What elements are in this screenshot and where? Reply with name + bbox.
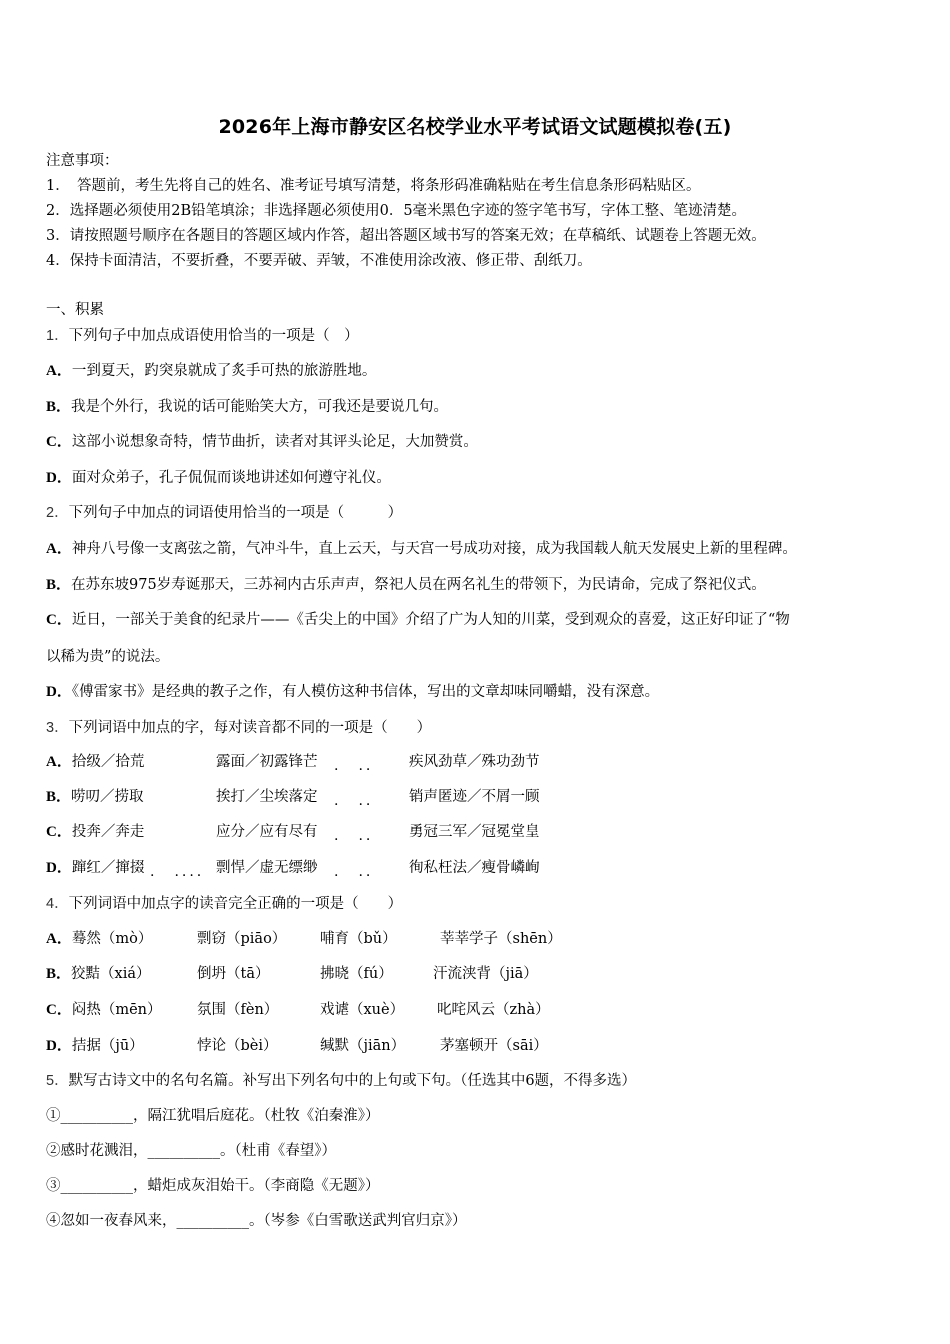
option-word: 倒坍（tā） bbox=[197, 966, 270, 982]
option-word: 拂晓（fú） bbox=[320, 966, 393, 982]
question-1-stem bbox=[46, 326, 359, 346]
option-label: C． bbox=[46, 612, 72, 628]
emphasis-dots: . .. bbox=[334, 828, 374, 844]
q4-option-a bbox=[46, 929, 152, 949]
q3-option-b bbox=[46, 787, 144, 807]
option-label: B． bbox=[46, 789, 72, 805]
option-word: 缄默（jiān） bbox=[320, 1038, 406, 1054]
q3-option-a bbox=[46, 752, 144, 772]
q4-option-c bbox=[46, 1000, 162, 1020]
q2-option-c-continued: 以稀为贵”的说法。 bbox=[46, 649, 170, 665]
q2-option-b bbox=[46, 575, 766, 595]
option-label: C． bbox=[46, 824, 72, 840]
option-label: A． bbox=[46, 931, 72, 947]
option-pair: 徇私枉法／瘦骨嶙峋 bbox=[409, 860, 540, 876]
option-label: D． bbox=[46, 860, 72, 876]
q2-option-d bbox=[46, 682, 659, 702]
section-heading: 一、积累 bbox=[46, 302, 104, 318]
option-word: 拮据（jū） bbox=[71, 1038, 144, 1054]
option-label: D． bbox=[46, 1038, 72, 1054]
option-pair: 疾风劲草／殊功劲节 bbox=[409, 754, 540, 770]
option-pair: 露面／初露锋芒 bbox=[216, 754, 318, 770]
notice-item: 4．保持卡面清洁，不要折叠，不要弄破、弄皱，不准使用涂改液、修正带、刮纸刀。 bbox=[46, 253, 592, 269]
q2-option-c bbox=[46, 610, 790, 630]
question-4-stem bbox=[46, 894, 402, 914]
q1-option-b bbox=[46, 397, 448, 417]
question-number: 3． bbox=[46, 720, 69, 736]
emphasis-dots: . .. bbox=[334, 793, 374, 809]
question-text: 下列句子中加点的词语使用恰当的一项是（ ） bbox=[68, 505, 403, 521]
option-text: 一到夏天，趵突泉就成了炙手可热的旅游胜地。 bbox=[71, 363, 377, 379]
option-word: 莘莘学子（shēn） bbox=[440, 931, 562, 947]
option-text: 面对众弟子，孔子侃侃而谈地讲述如何遵守礼仪。 bbox=[71, 470, 391, 486]
page-title: 2026年上海市静安区名校学业水平考试语文试题模拟卷(五) bbox=[218, 116, 732, 138]
q2-option-a bbox=[46, 539, 797, 559]
question-2-stem bbox=[46, 503, 402, 523]
fill-blank-item: ②感时花溅泪，__________。（杜甫《春望》） bbox=[46, 1143, 336, 1159]
question-number: 1． bbox=[46, 328, 69, 344]
option-word: 氛围（fèn） bbox=[197, 1002, 279, 1018]
fill-blank-item: ①__________，隔江犹唱后庭花。（杜牧《泊秦淮》） bbox=[46, 1108, 380, 1124]
option-word: 闷热（mēn） bbox=[71, 1002, 162, 1018]
question-number: 4． bbox=[46, 896, 69, 912]
option-text: 近日，一部关于美食的纪录片——《舌尖上的中国》介绍了广为人知的川菜，受到观众的喜爱，这正好印证了“物 bbox=[71, 612, 790, 628]
option-pair: 勇冠三军／冠冕堂皇 bbox=[409, 824, 540, 840]
emphasis-dots: . .. bbox=[334, 758, 374, 774]
option-word: 剽窃（piāo） bbox=[197, 931, 287, 947]
question-number: 2． bbox=[46, 505, 69, 521]
option-word: 汗流浃背（jiā） bbox=[433, 966, 538, 982]
option-pair: 拾级／拾荒 bbox=[71, 754, 145, 770]
question-text: 下列词语中加点字的读音完全正确的一项是（ ） bbox=[68, 896, 403, 912]
option-pair: 蹿红／撺掇 bbox=[71, 860, 145, 876]
question-text: 默写古诗文中的名句名篇。补写出下列名句中的上句或下句。（任选其中6题，不得多选） bbox=[68, 1073, 637, 1089]
option-label: B． bbox=[46, 399, 72, 415]
q3-option-c bbox=[46, 822, 144, 842]
option-text: 在苏东坡975岁寿诞那天，三苏祠内古乐声声，祭祀人员在两名礼生的带领下，为民请命，完成了祭祀仪式。 bbox=[71, 577, 766, 593]
option-label: D． bbox=[46, 684, 72, 700]
option-label: C． bbox=[46, 1002, 72, 1018]
option-pair: 投奔／奔走 bbox=[71, 824, 145, 840]
option-text: 这部小说想象奇特，情节曲折，读者对其评头论足，大加赞赏。 bbox=[71, 434, 478, 450]
option-word: 戏谑（xuè） bbox=[320, 1002, 405, 1018]
question-3-stem bbox=[46, 718, 431, 738]
option-word: 狡黠（xiá） bbox=[71, 966, 151, 982]
question-number: 5． bbox=[46, 1073, 69, 1089]
notice-item: 1． 答题前，考生先将自己的姓名、准考证号填写清楚，将条形码准确粘贴在考生信息条形码粘贴区。 bbox=[46, 178, 701, 194]
fill-blank-item: ③__________，蜡炬成灰泪始干。（李商隐《无题》） bbox=[46, 1178, 380, 1194]
option-label: D． bbox=[46, 470, 72, 486]
question-text: 下列词语中加点的字，每对读音都不同的一项是（ ） bbox=[68, 720, 432, 736]
question-text: 下列句子中加点成语使用恰当的一项是（ ） bbox=[68, 328, 359, 344]
q1-option-c bbox=[46, 432, 478, 452]
option-text: 我是个外行，我说的话可能贻笑大方，可我还是要说几句。 bbox=[71, 399, 449, 415]
option-label: C． bbox=[46, 434, 72, 450]
option-word: 茅塞顿开（sāi） bbox=[440, 1038, 548, 1054]
option-pair: 唠叨／捞取 bbox=[71, 789, 144, 805]
option-word: 蓦然（mò） bbox=[71, 931, 153, 947]
q3-option-d bbox=[46, 858, 144, 878]
option-text: 《傅雷家书》是经典的教子之作，有人模仿这种书信体，写出的文章却味同嚼蜡，没有深意。 bbox=[71, 684, 660, 700]
option-label: A． bbox=[46, 754, 72, 770]
option-label: A． bbox=[46, 363, 72, 379]
fill-blank-item: ④忽如一夜春风来，__________。（岑参《白雪歌送武判官归京》） bbox=[46, 1213, 467, 1229]
emphasis-dots: . .. bbox=[334, 864, 374, 880]
q4-option-b bbox=[46, 964, 150, 984]
option-label: B． bbox=[46, 966, 72, 982]
option-label: B． bbox=[46, 577, 72, 593]
option-word: 悖论（bèi） bbox=[197, 1038, 278, 1054]
notice-item: 2．选择题必须使用2B铅笔填涂；非选择题必须使用0．5毫米黑色字迹的签字笔书写，字体工整、笔迹清楚。 bbox=[46, 203, 747, 219]
q4-option-d bbox=[46, 1036, 144, 1056]
option-text: 神舟八号像一支离弦之箭，气冲斗牛，直上云天，与天宫一号成功对接，成为我国载人航天发展史上新的里程碑。 bbox=[71, 541, 797, 557]
option-pair: 销声匿迹／不屑一顾 bbox=[409, 789, 540, 805]
emphasis-dots: . .... bbox=[150, 864, 205, 880]
option-label: A． bbox=[46, 541, 72, 557]
notice-heading: 注意事项： bbox=[46, 153, 119, 169]
question-5-stem bbox=[46, 1071, 636, 1091]
option-pair: 剽悍／虚无缥缈 bbox=[216, 860, 318, 876]
q1-option-d bbox=[46, 468, 391, 488]
notice-item: 3．请按照题号顺序在各题目的答题区域内作答，超出答题区域书写的答案无效；在草稿纸、试题卷上答题无效。 bbox=[46, 228, 766, 244]
option-pair: 挨打／尘埃落定 bbox=[216, 789, 318, 805]
q1-option-a bbox=[46, 361, 376, 381]
option-pair: 应分／应有尽有 bbox=[216, 824, 318, 840]
option-word: 哺育（bǔ） bbox=[320, 931, 397, 947]
option-word: 叱咤风云（zhà） bbox=[437, 1002, 550, 1018]
